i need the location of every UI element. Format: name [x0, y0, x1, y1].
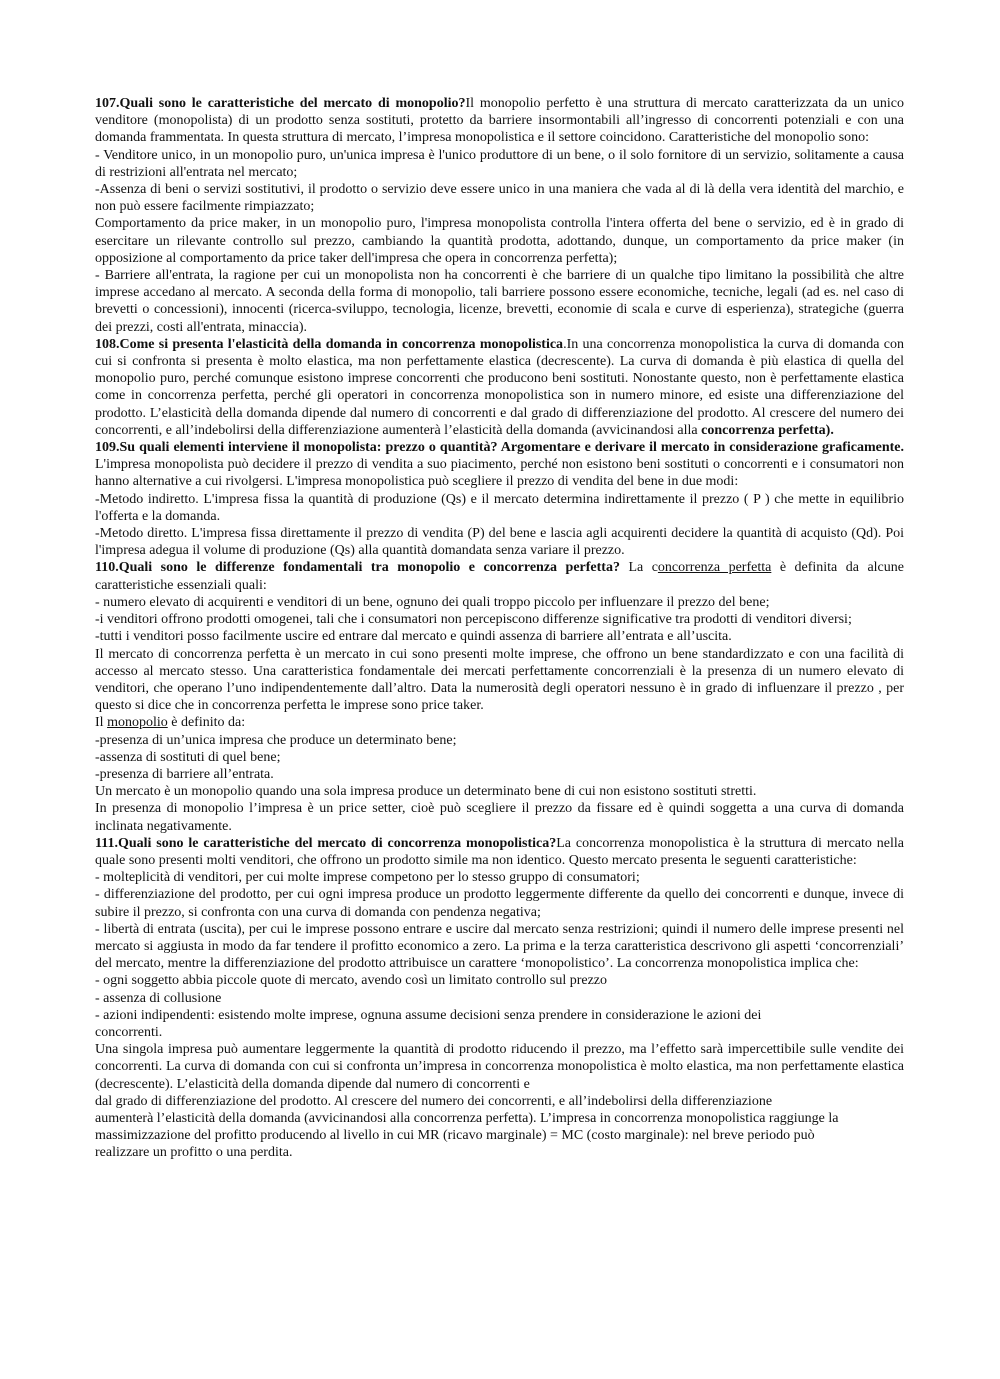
- q108-body: .In una concorrenza monopolistica la curva di domanda con cui si confronta si presenta è molto elastica, ma non perfettamente elastica (decrescente). La curva di domanda è più elastica di quella del monopolio puro, perché comunque esistono imprese concorrenti che producono beni sostituti. Nonostante questo, non è perfettamente elastica come in concorrenza perfetta, perché gli operatori in concorrenza monopolistica son in numero minore, ed esiste una differenziazione del prodotto. L’elasticità della domanda dipende dal numero di concorrenti e dal grado di differenziazione del prodotto. Al crescere del numero dei concorrenti, e all’indebolirsi della differenziazione aumenterà l’elasticità della domanda (avvicinandosi alla: [95, 336, 904, 438]
- q110-intro-pre: La c: [619, 560, 658, 576]
- q109-item: -Metodo diretto. L'impresa fissa direttamente il prezzo di vendita (P) del bene e lascia agli acquirenti decidere la quantità di acquisto (Qd). Poi l'impresa adegua il volume di produzione (Qs) alla quantità domandata senza variare il prezzo.: [95, 526, 904, 559]
- q111-implication: - azioni indipendenti: esistendo molte imprese, ognuna assume decisioni senza prendere in considerazione le azioni dei: [95, 1007, 762, 1023]
- q110-mono-item: -assenza di sostituti di quel bene;: [95, 749, 281, 765]
- q109-paragraph: [95, 439, 904, 491]
- q110-paragraph: [95, 559, 904, 593]
- q111-final-line: massimizzazione del profitto producendo al livello in cui MR (ricavo marginale) = MC (costo marginale): nel breve periodo può: [95, 1128, 815, 1144]
- q110-intro-post: è definita da alcune caratteristiche essenziali quali:: [95, 560, 904, 593]
- q109-item: -Metodo indiretto. L'impresa fissa la quantità di produzione (Qs) e il mercato determina indirettamente il prezzo ( P ) che mette in equilibrio l'offerta e la domanda.: [95, 491, 904, 524]
- q110-close: Un mercato è un monopolio quando una sola impresa produce un determinato bene di cui non esistono sostituti stretti.: [95, 784, 757, 800]
- q111-final-line: dal grado di differenziazione del prodotto. Al crescere del numero dei concorrenti, e all’indebolirsi della differenziazione: [95, 1093, 773, 1109]
- document-page: [95, 95, 904, 1162]
- q110-para: Il mercato di concorrenza perfetta è un mercato in cui sono presenti molte imprese, che offrono un bene standardizzato e con una facilità di accesso al mercato stesso. Una caratteristica fondamentale dei mercati perfettamente concorrenziali è la presenza di un numero elevato di venditori, che operano l’uno indipendentemente dall’altro. Data la numerosità degli operatori nessuno è in grado di influenzare il prezzo , per questo si dice che in concorrenza perfetta le imprese sono price taker.: [95, 646, 904, 714]
- q111-implication: - ogni soggetto abbia piccole quote di mercato, avendo così un limitato controllo sul prezzo: [95, 973, 608, 989]
- q110-mono-item: -presenza di barriere all’entrata.: [95, 766, 274, 782]
- q110-item: -i venditori offrono prodotti omogenei, tali che i consumatori non percepiscono differenze significative tra prodotti di venditori diversi;: [95, 612, 852, 628]
- q107-item: Comportamento da price maker, in un monopolio puro, l'impresa monopolista controlla l'intera offerta del bene o servizio, ed è in grado di esercitare un rilevante controllo sul prezzo, cambiando la quantità prodotta, adottando, dunque, un comportamento da price maker (in opposizione al comportamento da price taker dell'impresa che opera in concorrenza perfetta);: [95, 216, 904, 266]
- q111-implication: - assenza di collusione: [95, 990, 222, 1006]
- monopolio-link[interactable]: monopolio: [107, 715, 168, 731]
- q107-heading: 107.Quali sono le caratteristiche del mercato di monopolio?: [95, 96, 466, 111]
- q110-heading: 110.Quali sono le differenze fondamentali tra monopolio e concorrenza perfetta?: [95, 560, 620, 576]
- q107-intro: Il monopolio perfetto è una struttura di mercato caratterizzata da un unico venditore (monopolista) di un prodotto senza sostituti, protetto da barriere insormontabili all’ingresso di concorrenti potenziali e con una domanda frammentata. In questa struttura di mercato, l’impresa monopolistica e il settore coincidono. Caratteristiche del monopolio sono:: [95, 96, 905, 146]
- q111-item: - molteplicità di venditori, per cui molte imprese competono per lo stesso gruppo di consumatori;: [95, 870, 640, 886]
- q110-mono-item: -presenza di un’unica impresa che produce un determinato bene;: [95, 732, 457, 748]
- q111-final-para: Una singola impresa può aumentare leggermente la quantità di prodotto riducendo il prezzo, ma l’effetto sarà impercettibile sulle vendite dei concorrenti. La curva di domanda con cui si confronta un’impresa in concorrenza monopolistica è molto elastica, ma non perfettamente elastica (decrescente). L’elasticità della domanda dipende dal numero di concorrenti e: [95, 1042, 904, 1092]
- q108-heading: 108.Come si presenta l'elasticità della domanda in concorrenza monopolistica: [95, 336, 564, 352]
- q107-item: - Barriere all'entrata, la ragione per cui un monopolista non ha concorrenti è che barriere di un qualche tipo limitano la possibilità che altre imprese accedano al mercato. A seconda della forma di monopolio, tali barriere possono essere economiche, tecniche, legali (ad es. nel caso di brevetti o concessioni), innocenti (ricerca-sviluppo, tecnologia, licenze, brevetti, economie di scala e curve di esperienza), strategiche (guerra dei prezzi, costi all'entrata, minaccia).: [95, 268, 904, 335]
- q108-bold-tail: concorrenza perfetta).: [701, 422, 834, 438]
- q111-intro: La concorrenza monopolistica è la struttura di mercato nella quale sono presenti molti venditori, che offrono un prodotto simile ma non identico. Questo mercato presenta le seguenti caratteristiche:: [95, 835, 904, 868]
- q111-paragraph: [95, 835, 904, 869]
- q110-monopolio-line: [95, 714, 904, 731]
- q111-item: - differenziazione del prodotto, per cui ogni impresa produce un prodotto leggermente differente da quello dei concorrenti e dunque, invece di subire il prezzo, si confronta con una curva di domanda con pendenza negativa;: [95, 887, 904, 920]
- q110-mono-pre: Il: [95, 715, 108, 731]
- q109-body: L'impresa monopolista può decidere il prezzo di vendita a suo piacimento, perché non esistono beni sostituti o concorrenti e i consumatori non hanno alternative a cui rivolgersi. L'impresa monopolistica può scegliere il prezzo di vendita del bene in due modi:: [95, 457, 904, 490]
- q107-item: -Assenza di beni o servizi sostitutivi, il prodotto o servizio deve essere unico in una maniera che vada al di là della vera identità del marchio, e non può essere facilmente rimpiazzato;: [95, 182, 904, 215]
- q109-heading: 109.Su quali elementi interviene il monopolista: prezzo o quantità? Argomentare e derivare il mercato in considerazione graficamente.: [95, 440, 904, 456]
- q111-heading: 111.Quali sono le caratteristiche del mercato di concorrenza monopolistica?: [95, 835, 557, 851]
- q111-final-line: aumenterà l’elasticità della domanda (avvicinandosi alla concorrenza perfetta). L’impresa in concorrenza monopolistica raggiunge la: [95, 1110, 839, 1126]
- q107-paragraph: [95, 95, 904, 147]
- q110-close: In presenza di monopolio l’impresa è un price setter, cioè può scegliere il prezzo da fissare ed è quindi soggetta a una curva di domanda inclinata negativamente.: [95, 801, 904, 834]
- concorrenza-perfetta-link[interactable]: oncorrenza perfetta: [657, 560, 772, 576]
- q110-mono-post: è definito da:: [167, 715, 246, 731]
- q110-item: -tutti i venditori posso facilmente uscire ed entrare dal mercato e quindi assenza di barriere all’entrata e all’uscita.: [95, 629, 732, 645]
- q111-final-line: realizzare un profitto o una perdita.: [95, 1145, 293, 1161]
- q108-paragraph: [95, 336, 904, 439]
- q111-item: - libertà di entrata (uscita), per cui le imprese possono entrare e uscire dal mercato senza restrizioni; quindi il numero delle imprese presenti nel mercato si aggiusta in modo da far tendere il profitto economico a zero. La prima e la terza caratteristica descrivono gli aspetti ‘concorrenziali’ del mercato, mentre la differenziazione del prodotto attribuisce un carattere ‘monopolistico’. La concorrenza monopolistica implica che:: [95, 921, 904, 972]
- q107-item: - Venditore unico, in un monopolio puro, un'unica impresa è l'unico produttore di un bene, o il solo fornitore di un servizio, solitamente a causa di restrizioni all'entrata nel mercato;: [95, 147, 904, 180]
- q111-implication: concorrenti.: [95, 1024, 163, 1040]
- q110-item: - numero elevato di acquirenti e venditori di un bene, ognuno dei quali troppo piccolo per influenzare il prezzo del bene;: [95, 594, 770, 610]
